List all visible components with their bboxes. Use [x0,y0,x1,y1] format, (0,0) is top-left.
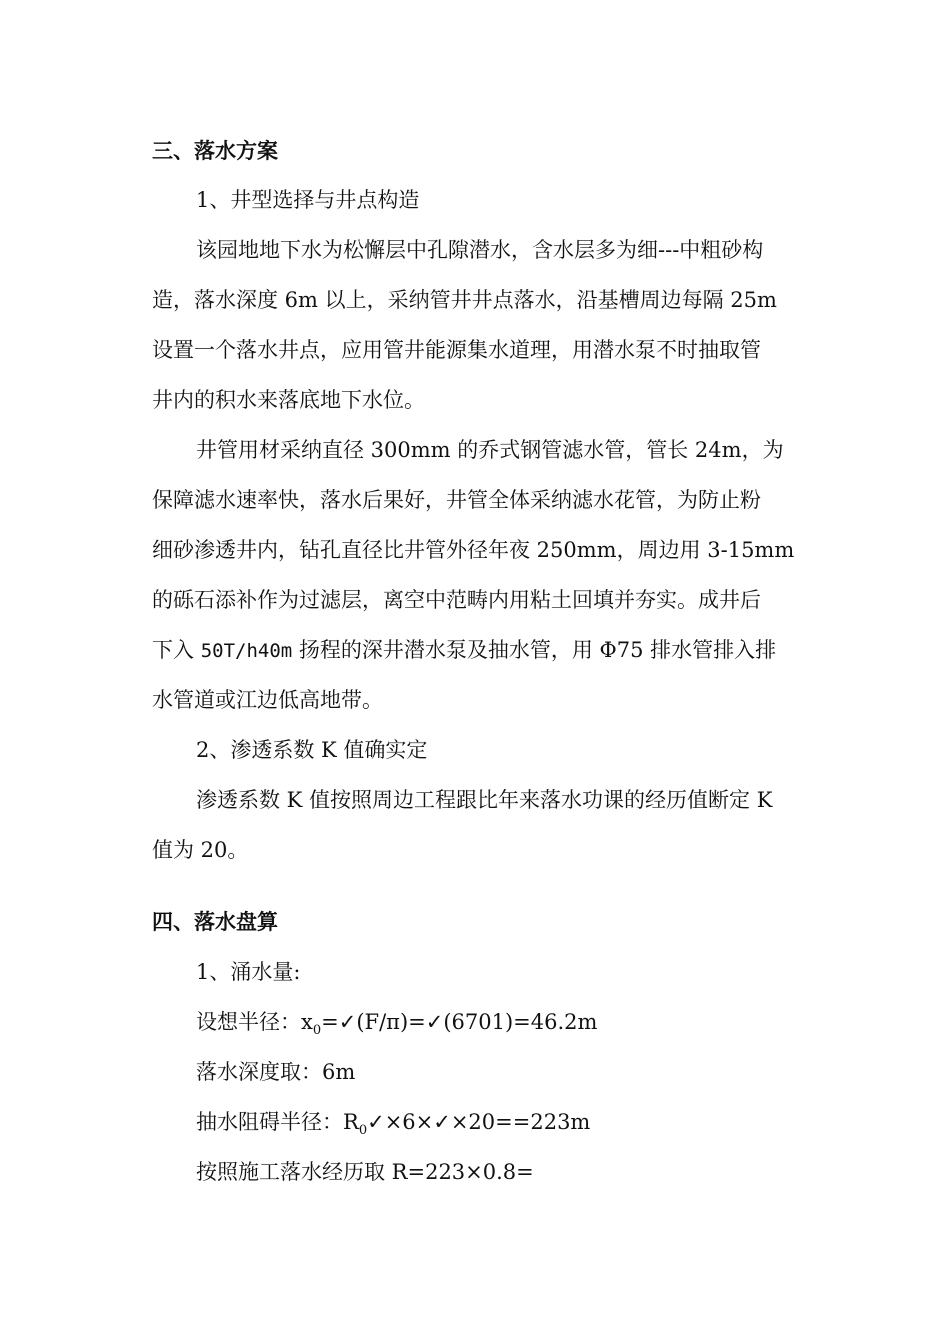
depth-line: 落水深度取：6m [196,1060,356,1084]
formula-var: R [343,1110,359,1134]
subheading-k-value: 2、渗透系数 K 值确实定 [196,738,428,762]
paragraph-line: 造，落水深度 6m 以上，采纳管井井点落水，沿基槽周边每隔 25m [152,288,777,312]
formula: =✓(F/π)=✓(6701)=46.2m [321,1010,598,1034]
paragraph-line: 细砂渗透井内，钻孔直径比井管外径年夜 250mm，周边用 3-15mm [152,538,795,562]
paragraph-line: 保障滤水速率快，落水后果好，井管全体采纳滤水花管，为防止粉 [152,488,761,512]
empirical-radius-line: 按照施工落水经历取 R=223×0.8= [196,1160,534,1184]
subheading-well-type: 1、井型选择与井点构造 [196,188,420,212]
text-run: 下入 [152,638,201,662]
formula-label: 设想半径： [196,1010,301,1034]
paragraph-line: 该园地地下水为松懈层中孔隙潜水，含水层多为细---中粗砂构 [196,238,764,262]
subheading-inflow: 1、涌水量: [196,960,301,984]
design-radius-line [196,1007,597,1046]
paragraph-line: 水管道或江边低高地带。 [152,688,383,712]
section-heading-4: 四、落水盘算 [152,909,278,934]
formula-label: 抽水阻碍半径： [196,1110,343,1134]
formula-var: x [301,1010,313,1034]
paragraph-line: 井管用材采纳直径 300mm 的乔式钢管滤水管，管长 24m，为 [196,438,784,462]
paragraph-line: 井内的积水来落底地下水位。 [152,388,425,412]
formula: ✓×6×✓×20==223m [367,1110,591,1134]
paragraph-line: 的砾石添补作为过滤层，离空中范畴内用粘土回填并夯实。成井后 [152,588,761,612]
section-heading-3: 三、落水方案 [152,138,278,163]
formula-subscript: 0 [312,1023,322,1039]
paragraph-line: 设置一个落水井点，应用管井能源集水道理，用潜水泵不时抽取管 [152,338,761,362]
text-run: 扬程的深井潜水泵及抽水管，用 Φ75 排水管排入排 [292,638,777,662]
paragraph-line: 值为 20。 [152,838,249,862]
paragraph-line: 渗透系数 K 值按照周边工程跟比年来落水功课的经历值断定 K [196,788,773,812]
influence-radius-line [196,1107,590,1146]
pump-spec: 50T/h40m [200,640,293,662]
paragraph-line [152,635,776,666]
formula-subscript: 0 [358,1123,368,1139]
